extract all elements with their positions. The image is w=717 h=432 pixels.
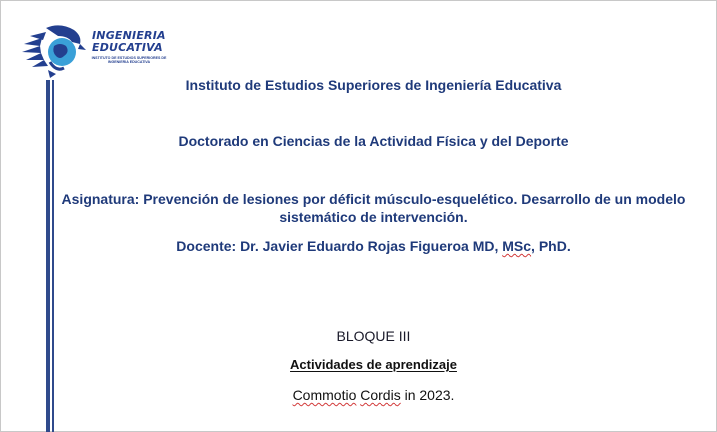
topic-word-commotio: Commotio (292, 387, 357, 403)
activities-label: Actividades de aprendizaje (290, 357, 457, 372)
teacher-prefix: Docente: Dr. Javier Eduardo Rojas Figueroa MD, (176, 238, 499, 254)
left-rule-thin (52, 80, 54, 432)
eagle-globe-icon (20, 22, 90, 82)
block-heading: BLOQUE III (336, 328, 411, 344)
activities-heading (60, 357, 687, 372)
subject-title: Asignatura: Prevención de lesiones por déficit músculo-esquelético. Desarrollo de un modelo sistemático de intervención. (61, 191, 686, 225)
left-rule-thick (46, 80, 50, 432)
topic-rest: in 2023. (400, 387, 455, 403)
topic-line (60, 387, 687, 403)
teacher-degree-msc: MSc (502, 238, 532, 254)
topic-word-cordis: Cordis (360, 387, 401, 403)
teacher-line (60, 237, 687, 255)
institution-logo (20, 22, 170, 82)
institution-name: Instituto de Estudios Superiores de Ingeniería Educativa (185, 77, 562, 93)
teacher-suffix: , PhD. (531, 238, 571, 254)
logo-title: INGENIERIA EDUCATIVA (92, 29, 166, 54)
logo-subtitle: INSTITUTO DE ESTUDIOS SUPERIORES DE INGENIERIA EDUCATIVA (91, 56, 167, 64)
program-name: Doctorado en Ciencias de la Actividad Física y del Deporte (178, 133, 569, 149)
